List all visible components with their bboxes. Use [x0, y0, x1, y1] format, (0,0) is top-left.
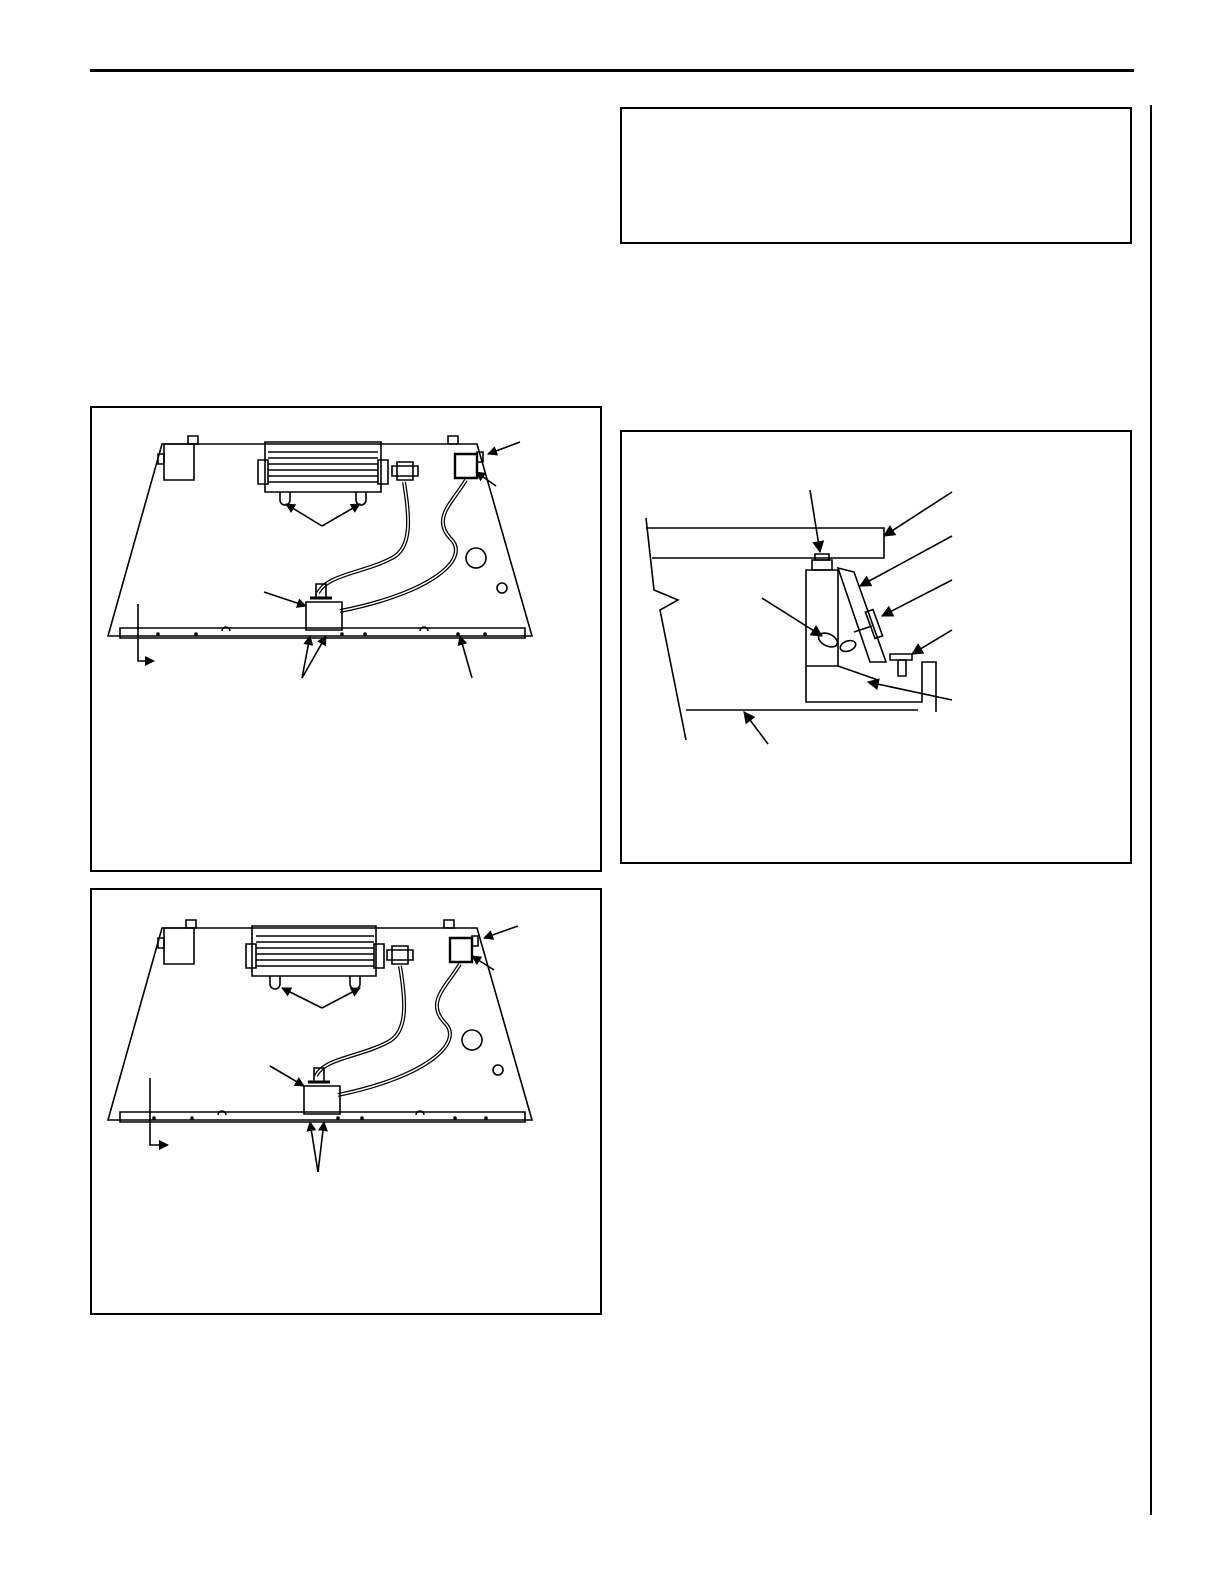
figure-lower-left — [90, 888, 602, 1315]
figure-upper-left — [90, 406, 602, 872]
side-margin-rule — [1150, 105, 1152, 1515]
header-rule — [90, 69, 1134, 72]
notice-box — [620, 107, 1132, 244]
figure-right — [620, 430, 1132, 864]
fireplace-assembly-diagram-alt — [92, 890, 600, 1313]
bracket-detail-diagram — [622, 432, 1130, 862]
fireplace-assembly-diagram — [92, 408, 600, 870]
